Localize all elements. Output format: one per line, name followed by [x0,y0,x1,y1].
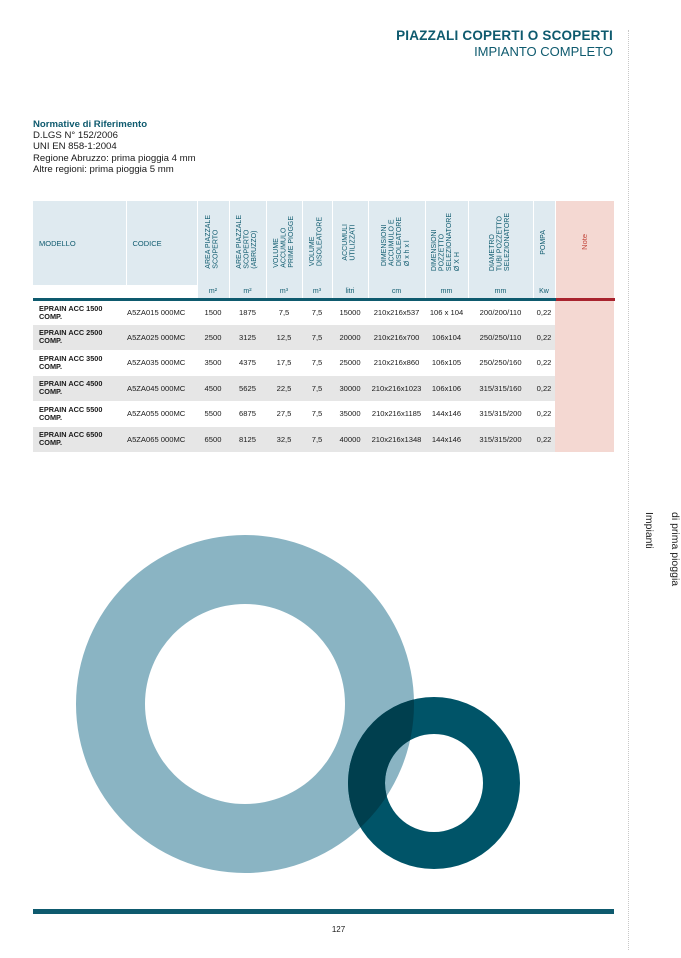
side-label-line: di prima pioggia [669,512,681,587]
table-cell: 0,22 [536,358,552,368]
col-volume-disoleatore: VOLUME DISOLEATORE [302,201,332,285]
cell-codice: A5ZA055 000MC [127,409,186,419]
table-cell: 3500 [204,358,222,368]
cell-modello: EPRAIN ACC 1500 COMP. [39,303,103,321]
table-cell: 7,5 [311,308,323,317]
table-cell: 15000 [339,308,361,317]
table-cell: 17,5 [276,358,292,368]
table-cell: 32,5 [266,427,302,453]
table-cell: 315/315/200 [468,427,533,453]
table-cell: 5500 [204,409,222,419]
table-cell: 315/315/160 [468,376,533,402]
col-dimensioni-accumulo: DIMENSIONI ACCUMULO E DISOLEATORE Ø x h x l [368,201,425,285]
table-cell: 35000 [339,409,361,419]
table-cell: 144x146 [425,427,468,453]
col-dimensioni-pozzetto: DIMENSIONI POZZETTO SELEZIONATORE Ø X H [425,201,468,285]
unit-cell: m² [229,285,266,299]
col-modello: MODELLO [33,201,126,285]
unit-cell: m² [197,285,229,299]
table-cell: 210x216x1348 [368,427,425,453]
cell-modello: EPRAIN ACC 5500 COMP. [39,404,103,422]
table-cell: 210x216x1185 [371,409,422,419]
table-cell: 5625 [229,376,266,402]
table-cell: 106x104 [425,325,468,351]
table-cell: 22,5 [266,376,302,402]
page-number: 127 [331,925,346,934]
unit-cell: litri [332,285,368,299]
table-cell: 7,5 [302,427,332,453]
table-cell: 0,22 [533,376,555,402]
table-cell: 4500 [197,376,229,402]
col-area-abruzzo: AREA PIAZZALE SCOPERTO (ABRUZZO) [229,201,266,285]
cell-codice: A5ZA015 000MC [127,308,186,317]
table-cell: 210x216x700 [368,325,425,351]
table-cell: 7,5 [311,358,323,368]
cell-modello: EPRAIN ACC 2500 COMP. [33,325,126,351]
unit-cell: mm [425,285,468,299]
unit-cell: m³ [302,285,332,299]
cell-codice: A5ZA045 000MC [126,376,197,402]
table-cell: 200/200/110 [479,308,522,317]
norms-line: Altre regioni: prima pioggia 5 mm [33,163,174,175]
table-cell: 7,5 [278,308,290,317]
table-cell: 250/250/160 [479,358,522,368]
col-pompa: POMPA [533,201,555,285]
table-cell: 0,22 [536,308,552,317]
cell-modello: EPRAIN ACC 3500 COMP. [39,353,103,371]
footer-bar [33,909,614,914]
unit-cell: mm [468,285,533,299]
unit-cell: cm [368,285,425,299]
table-cell: 3125 [229,325,266,351]
cell-codice: A5ZA025 000MC [126,325,197,351]
col-accumuli: ACCUMULI UTILIZZATI [332,201,368,285]
table-cell: 7,5 [311,409,323,419]
table-cell: 8125 [229,427,266,453]
table-cell: 4375 [239,358,256,368]
norms-heading: Normative di Riferimento [33,119,148,130]
col-volume-accumulo: VOLUME ACCUMULO PRIME PIOGGE [266,201,302,285]
unit-cell: Kw [533,285,555,299]
table-cell: 210x216x1023 [368,376,425,402]
table-cell: 25000 [339,358,361,368]
table-cell: 106x105 [431,358,462,368]
norms-line: D.LGS N° 152/2006 [33,130,118,142]
col-note: Note [555,201,614,285]
table-cell: 250/250/110 [468,325,533,351]
norms-line: Regione Abruzzo: prima pioggia 4 mm [33,152,196,164]
table-cell: 1875 [239,308,256,317]
col-codice: CODICE [126,201,197,285]
page-subtitle: IMPIANTO COMPLETO [474,44,613,59]
unit-cell: m³ [266,285,302,299]
table-cell: 106 x 104 [429,308,464,317]
norms-line: UNI EN 858-1:2004 [33,141,117,153]
table-cell: 144x146 [431,409,462,419]
col-area-piazzale: AREA PIAZZALE SCOPERTO [197,201,229,285]
table-cell: 0,22 [533,325,555,351]
table-cell: 7,5 [302,325,332,351]
page-title: PIAZZALI COPERTI O SCOPERTI [396,28,613,43]
side-label-line: Impianti [643,512,655,549]
table-cell: 6500 [197,427,229,453]
table-cell: 6875 [239,409,256,419]
table-cell: 210x216x537 [373,308,420,317]
table-cell: 210x216x860 [373,358,420,368]
table-cell: 30000 [332,376,368,402]
table-cell: 27,5 [276,409,292,419]
cell-modello: EPRAIN ACC 6500 COMP. [33,427,126,453]
col-diametro-tubi: DIAMETRO TUBI POZZETTO SELEZIONATORE [468,201,533,285]
table-cell: 7,5 [302,376,332,402]
table-cell: 20000 [332,325,368,351]
table-cell: 0,22 [533,427,555,453]
table-cell: 40000 [332,427,368,453]
cell-modello: EPRAIN ACC 4500 COMP. [33,376,126,402]
cell-codice: A5ZA065 000MC [126,427,197,453]
table-cell: 12,5 [266,325,302,351]
cell-codice: A5ZA035 000MC [127,358,186,368]
table-cell: 315/315/200 [479,409,522,419]
table-cell: 1500 [204,308,222,317]
table-cell: 106x106 [425,376,468,402]
table-cell: 0,22 [536,409,552,419]
table-cell: 2500 [197,325,229,351]
